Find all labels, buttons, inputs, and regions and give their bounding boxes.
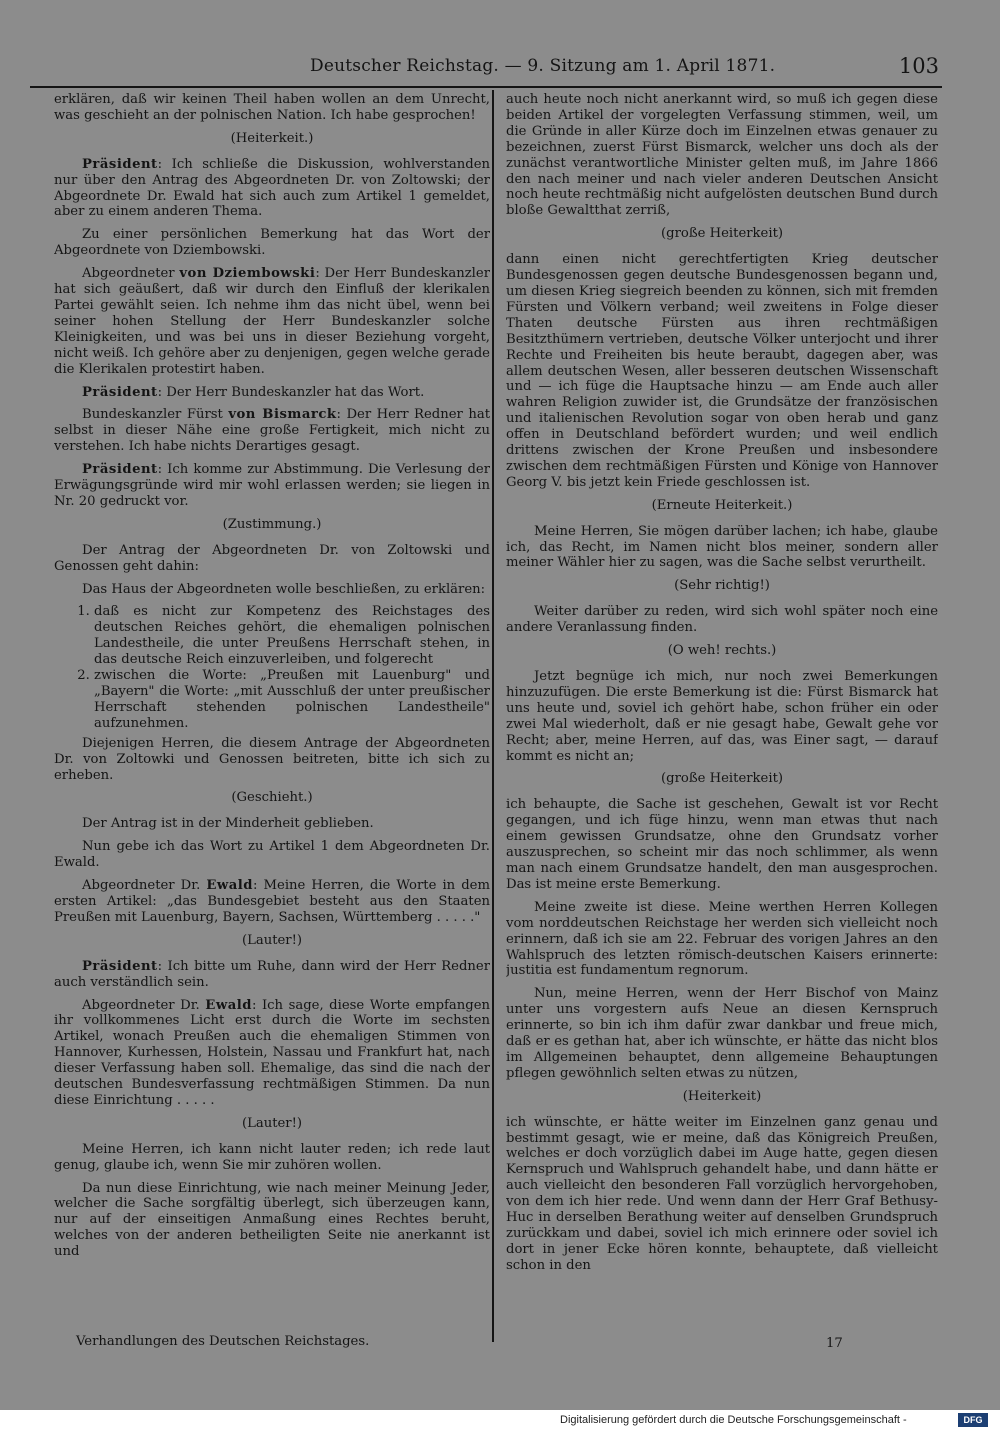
paragraph: Zu einer persönlichen Bemerkung hat das Wort der Abgeordnete von Dziembowski. [54, 227, 490, 259]
speech-paragraph [54, 157, 490, 221]
speech-text: : Meine Herren, die Worte in dem ersten Artikel: „das Bundesgebiet besteht aus den Staaten Preußen mit Lauenburg, Bayern, Sachsen, Württemberg . . . . ." [54, 878, 490, 925]
speaker-name: Präsident [82, 384, 158, 400]
speaker-name: Ewald [205, 997, 252, 1013]
list-item: 1. daß es nicht zur Kompetenz des Reichstages des deutschen Reiches gehört, die ehemaligen polnischen Landestheile, die unter Preußens Herrschaft stehen, in das deutsche Reich einzuverleiben, und folgerecht [94, 604, 490, 668]
speaker-name: Präsident [82, 958, 158, 974]
speech-text: : Der Herr Redner hat selbst in dieser Nähe eine große Fertigkeit, mich nicht zu verstehen. Ich habe nichts Derartiges gesagt. [54, 407, 490, 455]
digitization-credit: Digitalisierung gefördert durch die Deutsche Forschungsgemeinschaft - [560, 1414, 907, 1426]
speech-paragraph [54, 407, 490, 455]
printer-signature: Verhandlungen des Deutschen Reichstages. [76, 1334, 370, 1349]
paragraph: Da nun diese Einrichtung, wie nach meiner Meinung Jeder, welcher die Sache sorgfältig überlegt, sich überzeugen kann, nur auf der einseitigen Anmaßung eines Rechtes beruht, welches von der anderen betheiligten Seite nie anerkannt ist und [54, 1180, 490, 1260]
paragraph: ich wünschte, er hätte weiter im Einzelnen ganz genau und bestimmt gesagt, wie er meine, daß das Königreich Preußen, welches er doch vorzüglich dabei im Auge hatte, gegen diesen Kernspruch und Wahlspruch gehandelt habe, und dann hätte er auch vielleicht den besonderen Fall vorzüglich hervorgehoben, von dem ich hier rede. Und wenn dann der Herr Graf Bethusy-Huc in derselben Berathung weiter auf denselben Grundspruch zurückkam und dabei, soviel ich mich erinnere oder soviel ich dort in jener Ecke hören konnte, behauptete, daß vielleicht schon in den [506, 1114, 938, 1273]
speech-paragraph [54, 266, 490, 377]
stage-direction: (Geschieht.) [231, 790, 313, 806]
list-item: 2. zwischen die Worte: „Preußen mit Lauenburg" und „Bayern" die Worte: „mit Ausschluß der unter preußischer Herrschaft stehenden polnischen Landestheile" aufzunehmen. [94, 668, 490, 732]
speaker-name: Ewald [206, 878, 254, 894]
paragraph: Das Haus der Abgeordneten wolle beschließen, zu erklären: [82, 581, 486, 597]
speech-text: : Ich schließe die Diskussion, wohlverstanden nur über den Antrag des Abgeordneten Dr. von Zoltowski; der Abgeordnete Dr. Ewald hat sich auch zum Artikel 1 gemeldet, aber zu einem anderen Thema. [54, 156, 490, 220]
stage-direction: (Heiterkeit) [682, 1088, 762, 1104]
paragraph: Meine zweite ist diese. Meine werthen Herren Kollegen vom norddeutschen Reichstage her werden sich vielleicht noch erinnern, daß ich sie am 22. Februar des vorigen Jahres an den Wahlspruch des letzten römisch-deutschen Kaisers erinnerte: justitia est fundamentum regnorum. [506, 899, 938, 979]
paragraph: Jetzt begnüge ich mich, nur noch zwei Bemerkungen hinzuzufügen. Die erste Bemerkung ist die: Fürst Bismarck hat uns heute und, soviel ich gehört habe, schon früher ein oder zwei Mal wiederholt, daß er nie gesagt habe, Gewalt gehe vor Recht; aber, meine Herren, auf das, was Einer sagt, — darauf kommt es nicht an; [506, 669, 938, 764]
speech-text: : Der Herr Bundeskanzler hat sich geäußert, daß wir durch den Einfluß der klerikalen Partei gewählt seien. Ich nehme ihm das nicht übel, wenn bei seiner hohen Stellung der Herr Bundeskanzler solche Kleinigkeiten, und was bei uns in dieser Beziehung vorgeht, nicht weiß. Ich gehöre aber zu denjenigen, gegen welche gerade die Klerikalen protestirt haben. [54, 266, 490, 377]
paragraph: auch heute noch nicht anerkannt wird, so muß ich gegen diese beiden Artikel der vorgelegten Verfassung stimmen, weil, um die Gründe in aller Kürze doch im Einzelnen etwas genauer zu bezeichnen, zuerst Fürst Bismarck, welcher uns doch als der zunächst verantwortliche Minister gelten muß, im Jahre 1866 den nach meiner und nach vieler anderen Deutschen Ansicht noch heute rechtmäßig nicht aufgelösten deutschen Bund durch bloße Gewaltthat zerriß, [506, 92, 938, 219]
paragraph: dann einen nicht gerechtfertigten Krieg deutscher Bundesgenossen gegen deutsche Bundesgenossen begann und, um diesen Krieg siegreich beenden zu können, sich mit fremden Fürsten und Völkern verband; weil zweitens in Folge dieser Thaten deutsche Fürsten aus ihren rechtmäßigen Besitzthümern vertrieben, deutsche Völker unterjocht und ihrer Rechte und Freiheiten bis heute beraubt, dagegen aber, was allem deutschen Wesen, aller besseren deutschen Wissenschaft und — ich füge die Hauptsache hinzu — am Ende auch aller wahren Religion zuwider ist, die Grundsätze der französischen und italienischen Revolution sogar von oben herab und ganz offen in Deutschland befördert wurden; und weil endlich drittens zwischen der Krone Preußen und insbesondere zwischen dem rechtmäßigen Fürsten und Könige von Hannover Georg V. bis jetzt kein Friede geschlossen ist. [506, 252, 938, 490]
speech-text: : Ich komme zur Abstimmung. Die Verlesung der Erwägungsgründe wird mir wohl erlassen werden; sie liegen in Nr. 20 gedruckt vor. [54, 462, 490, 509]
paragraph: Diejenigen Herren, die diesem Antrage der Abgeordneten Dr. von Zoltowki und Genossen beitreten, bitte ich sich zu erheben. [54, 735, 490, 783]
speech-text: : Ich bitte um Ruhe, dann wird der Herr Redner auch verständlich sein. [54, 958, 490, 990]
stage-direction: (große Heiterkeit) [660, 226, 784, 242]
paragraph: Der Antrag ist in der Minderheit geblieben. [82, 816, 374, 832]
speaker-prefix: Abgeordneter Dr. [82, 878, 207, 894]
paragraph: Weiter darüber zu reden, wird sich wohl später noch eine andere Veranlassung finden. [506, 604, 938, 636]
speaker-name: Präsident [82, 462, 158, 478]
right-column [506, 92, 938, 1342]
speaker-name: von Bismarck [228, 407, 337, 423]
speaker-prefix: Bundeskanzler Fürst [82, 407, 229, 423]
speaker-prefix: Abgeordneter Dr. [82, 997, 206, 1013]
header-rule [30, 86, 942, 88]
running-title: Deutscher Reichstag. — 9. Sitzung am 1. April 1871. [310, 56, 776, 76]
paragraph: Meine Herren, Sie mögen darüber lachen; ich habe, glaube ich, das Recht, im Namen nicht blos meiner, sondern aller meiner Wähler hier zu sagen, was die Sache selbst verurtheilt. [506, 523, 938, 571]
speech-text: : Ich sage, diese Worte empfangen ihr vollkommenes Licht erst durch die Worte im sechsten Artikel, wonach Preußen auch die ehemaligen Stimmen von Hannover, Kurhessen, Holstein, Nassau und Frankfurt hat, nach dieser Verfassung haben soll. Ehemalige, das sind die nach der deutschen Bundesverfassung rechtmäßigen Stimmen. Da nun diese Einrichtung . . . . . [54, 997, 490, 1108]
speaker-name: Präsident [82, 156, 158, 172]
paragraph: Nun gebe ich das Wort zu Artikel 1 dem Abgeordneten Dr. Ewald. [54, 839, 490, 871]
page-header [30, 52, 945, 82]
stage-direction: (Lauter!) [241, 1115, 303, 1131]
paragraph: erklären, daß wir keinen Theil haben wollen an dem Unrecht, was geschieht an der polnischen Nation. Ich habe gesprochen! [54, 92, 490, 123]
numbered-list [54, 604, 490, 731]
paragraph: ich behaupte, die Sache ist geschehen, Gewalt ist vor Recht gegangen, und ich füge hinzu, wenn man etwas thut nach einem gewissen Grundsatze, ohne den Grundsatz vorher auszusprechen, so scheint mir das noch schlimmer, als wenn man nach einem Grundsatze handelt, den man ausgesprochen. Das ist meine erste Bemerkung. [506, 797, 938, 892]
speech-paragraph [54, 878, 490, 926]
paragraph: Nun, meine Herren, wenn der Herr Bischof von Mainz unter uns vorgestern aufs Neue an diesen Kernspruch erinnerte, so bin ich ihm dafür zwar dankbar und freue mich, daß er es gethan hat, aber ich wünschte, er hätte das nicht blos im Allgemeinen behauptet, denn allgemeine Behauptungen pflegen gewöhnlich selten etwas zu nützen, [506, 986, 938, 1081]
speech-paragraph [54, 998, 490, 1109]
speaker-prefix: Abgeordneter [82, 266, 180, 282]
stage-direction: (Sehr richtig!) [674, 578, 770, 594]
speaker-name: von Dziembowski [179, 266, 316, 282]
stage-direction: (Erneute Heiterkeit.) [651, 497, 793, 513]
column-divider [492, 90, 494, 1342]
speech-text: : Der Herr Bundeskanzler hat das Wort. [157, 384, 425, 400]
stage-direction: (Lauter!) [241, 932, 303, 948]
left-column [54, 92, 490, 1342]
page-number: 103 [898, 54, 939, 78]
stage-direction: (Heiterkeit.) [230, 130, 314, 146]
speech-paragraph [54, 385, 490, 401]
sheet-mark: 17 [826, 1336, 843, 1351]
speech-paragraph [54, 959, 490, 991]
stage-direction: (Zustimmung.) [222, 516, 322, 532]
paragraph: Meine Herren, ich kann nicht lauter reden; ich rede laut genug, glaube ich, wenn Sie mir zuhören wollen. [54, 1141, 490, 1173]
stage-direction: (O weh! rechts.) [667, 643, 777, 659]
paragraph: Der Antrag der Abgeordneten Dr. von Zoltowski und Genossen geht dahin: [54, 542, 490, 574]
speech-paragraph [54, 462, 490, 510]
stage-direction: (große Heiterkeit) [660, 771, 784, 787]
dfg-logo: DFG [958, 1413, 988, 1427]
